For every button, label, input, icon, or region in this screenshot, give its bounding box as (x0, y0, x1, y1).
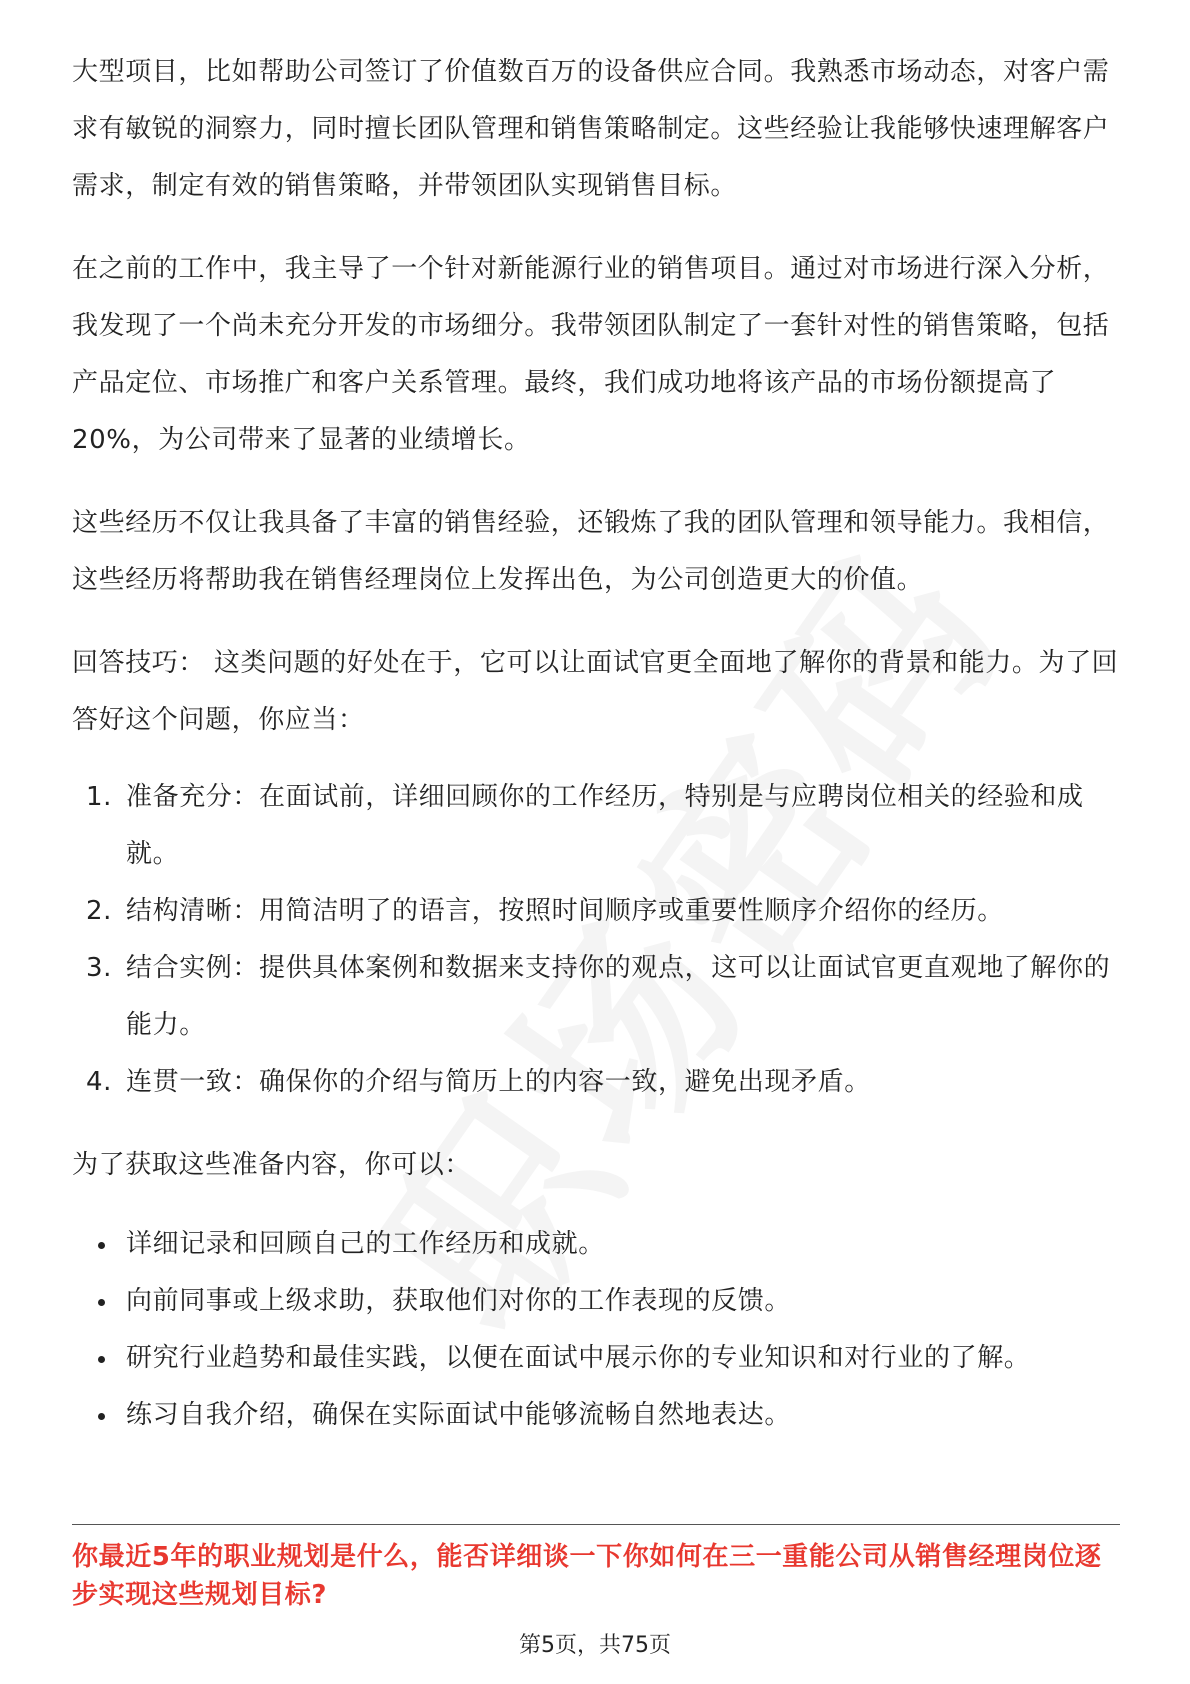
list-item (72, 1387, 1120, 1444)
list-item (72, 1216, 1120, 1273)
document-body (72, 44, 1120, 1444)
bullet-icon (98, 1299, 105, 1306)
list-item (72, 769, 1120, 883)
paragraph-experience: 大型项目，比如帮助公司签订了价值数百万的设备供应合同。我熟悉市场动态，对客户需求有敏锐的洞察力，同时擅长团队管理和销售策略制定。这些经验让我能够快速理解客户需求，制定有效的销售策略，并带领团队实现销售目标。 (72, 57, 1110, 201)
page-number: 第5页，共75页 (519, 1633, 671, 1658)
list-number: 1. (86, 782, 113, 812)
paragraph-summary: 这些经历不仅让我具备了丰富的销售经验，还锻炼了我的团队管理和领导能力。我相信，这些经历将帮助我在销售经理岗位上发挥出色，为公司创造更大的价值。 (72, 508, 1110, 595)
list-number: 4. (86, 1067, 113, 1097)
prep-bullet-list (72, 1216, 1120, 1444)
list-item-text: 研究行业趋势和最佳实践，以便在面试中展示你的专业知识和对行业的了解。 (126, 1343, 1031, 1373)
list-item (72, 1273, 1120, 1330)
bullet-icon (98, 1242, 105, 1249)
section-divider (72, 1524, 1120, 1525)
list-item-text: 练习自我介绍，确保在实际面试中能够流畅自然地表达。 (126, 1400, 792, 1430)
paragraph-prep-intro: 为了获取这些准备内容，你可以： (72, 1150, 472, 1180)
list-item-text: 详细记录和回顾自己的工作经历和成就。 (126, 1229, 605, 1259)
list-item (72, 1054, 1120, 1111)
list-item (72, 1330, 1120, 1387)
paragraph-project: 在之前的工作中，我主导了一个针对新能源行业的销售项目。通过对市场进行深入分析，我发现了一个尚未充分开发的市场细分。我带领团队制定了一套针对性的销售策略，包括产品定位、市场推广和客户关系管理。最终，我们成功地将该产品的市场份额提高了20%，为公司带来了显著的业绩增长。 (72, 254, 1110, 455)
paragraph-tips: 回答技巧： 这类问题的好处在于，它可以让面试官更全面地了解你的背景和能力。为了回答好这个问题，你应当： (72, 648, 1119, 735)
tips-numbered-list (72, 769, 1120, 1111)
bullet-icon (98, 1413, 105, 1420)
list-item-text: 结构清晰：用简洁明了的语言，按照时间顺序或重要性顺序介绍你的经历。 (126, 896, 1004, 926)
next-question-heading: 你最近5年的职业规划是什么，能否详细谈一下你如何在三一重能公司从销售经理岗位逐步实现这些规划目标? (72, 1542, 1102, 1610)
list-item (72, 883, 1120, 940)
list-item-text: 向前同事或上级求助，获取他们对你的工作表现的反馈。 (126, 1286, 792, 1316)
list-item-text: 准备充分：在面试前，详细回顾你的工作经历，特别是与应聘岗位相关的经验和成就。 (126, 782, 1084, 869)
bullet-icon (98, 1356, 105, 1363)
list-item (72, 940, 1120, 1054)
list-number: 3. (86, 953, 113, 983)
list-number: 2. (86, 896, 113, 926)
list-item-text: 结合实例：提供具体案例和数据来支持你的观点，这可以让面试官更直观地了解你的能力。 (126, 953, 1111, 1040)
list-item-text: 连贯一致：确保你的介绍与简历上的内容一致，避免出现矛盾。 (126, 1067, 871, 1097)
